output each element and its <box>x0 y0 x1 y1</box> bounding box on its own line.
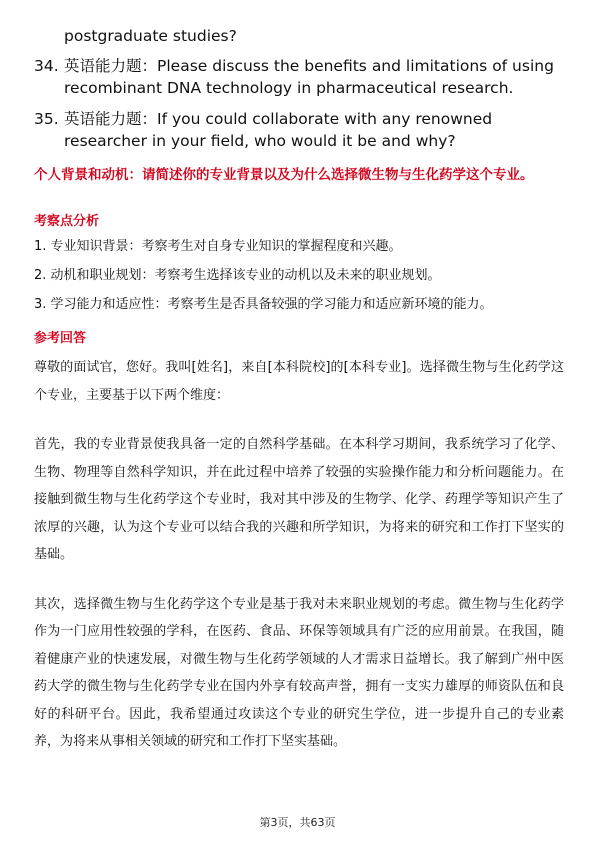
question-item <box>34 108 564 152</box>
answer-paragraph: 首先，我的专业背景使我具备一定的自然科学基础。在本科学习期间，我系统学习了化学、生物、物理等自然科学知识，并在此过程中培养了较强的实验操作能力和分析问题能力。在接触到微生物与生化药学这个专业时，我对其中涉及的生物学、化学、药理学等知识产生了浓厚的兴趣，认为这个专业可以结合我的兴趣和所学知识，为将来的研究和工作打下坚实的基础。 <box>34 437 564 562</box>
analysis-points <box>34 238 564 325</box>
question-list <box>34 55 564 161</box>
question-number: 34. <box>34 57 59 75</box>
answer-heading: 参考回答 <box>34 331 87 346</box>
question-item <box>34 55 564 99</box>
answer-body <box>34 354 564 778</box>
analysis-point: 1. 专业知识背景：考察考生对自身专业知识的掌握程度和兴趣。 <box>34 239 402 254</box>
question-number: 35. <box>34 110 59 128</box>
page-footer: 第3页，共63页 <box>259 816 336 829</box>
question-text: 英语能力题：Please discuss the benefits and limitations of using recombinant DNA technology in pharmaceutical research. <box>64 57 554 97</box>
analysis-point: 3. 学习能力和适应性：考察考生是否具备较强的学习能力和适应新环境的能力。 <box>34 297 493 312</box>
section-title: 个人背景和动机：请简述你的专业背景以及为什么选择微生物与生化药学这个专业。 <box>34 167 534 183</box>
analysis-heading: 考察点分析 <box>34 214 100 229</box>
answer-paragraph: 尊敬的面试官，您好。我叫[姓名]，来自[本科院校]的[本科专业]。选择微生物与生化药学这个专业，主要基于以下两个维度： <box>34 360 564 403</box>
analysis-point: 2. 动机和职业规划：考察考生选择该专业的动机以及未来的职业规划。 <box>34 268 441 283</box>
question-text: 英语能力题：If you could collaborate with any renowned researcher in your field, who would it be and why? <box>64 110 493 150</box>
answer-paragraph: 其次，选择微生物与生化药学这个专业是基于我对未来职业规划的考虑。微生物与生化药学作为一门应用性较强的学科，在医药、食品、环保等领域具有广泛的应用前景。在我国，随着健康产业的快速发展，对微生物与生化药学领域的人才需求日益增长。我了解到广州中医药大学的微生物与生化药学专业在国内外享有较高声誉，拥有一支实力雄厚的师资队伍和良好的科研平台。因此，我希望通过攻读这个专业的研究生学位，进一步提升自己的专业素养，为将来从事相关领域的研究和工作打下坚实基础。 <box>34 596 564 749</box>
question-continuation: postgraduate studies? <box>64 27 237 45</box>
